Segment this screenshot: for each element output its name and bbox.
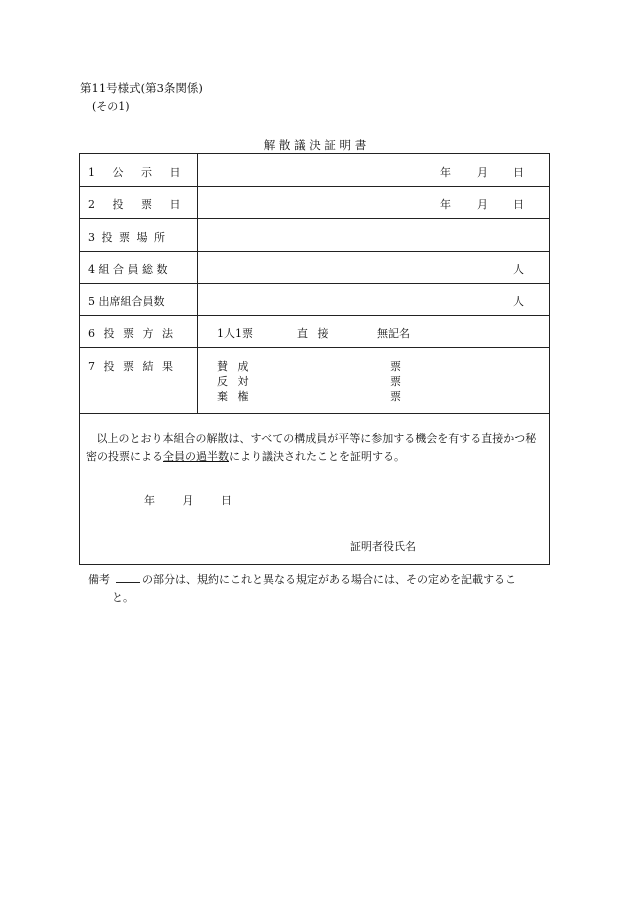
vote-oppose-unit: 票: [390, 375, 401, 388]
voting-month: 月: [477, 198, 488, 211]
row-label-announcement-date: 1 公 示 日: [88, 166, 181, 179]
vote-abstain-label: 棄 権: [217, 390, 249, 403]
row-divider: [80, 413, 549, 414]
title-text: 解 散 議 決 証 明 書: [263, 138, 367, 152]
underline-marker: [116, 573, 140, 583]
certification-text-before: 以上のとおり本組合の解散は、すべての構成員が平等に参加する機会を有する直接かつ秘密の投票による: [86, 432, 537, 463]
form-number: 第11号様式(第3条関係): [80, 81, 203, 95]
announcement-month: 月: [477, 166, 488, 179]
row-label-voting-date: 2 投 票 日: [88, 198, 181, 211]
row-divider: [80, 186, 549, 187]
voting-year: 年: [440, 198, 451, 211]
vote-approve-unit: 票: [390, 360, 401, 373]
row-label-voting-place: 3 投 票 場 所: [88, 231, 165, 244]
row-divider: [80, 251, 549, 252]
total-members-unit: 人: [513, 263, 524, 276]
certificate-table: [79, 153, 550, 565]
certification-underlined: 全員の過半数: [163, 450, 229, 463]
row-label-voting-method: 6 投 票 方 法: [88, 327, 173, 340]
certifier-name-label: 証明者役氏名: [350, 540, 416, 553]
certification-text: [86, 430, 546, 466]
voting-method-direct: 直 接: [297, 327, 329, 340]
form-subnumber: (その1): [92, 100, 130, 113]
certification-date: 年 月 日: [144, 494, 232, 507]
notes-label: 備考: [88, 573, 110, 586]
attending-members-unit: 人: [513, 295, 524, 308]
notes: [88, 571, 558, 589]
voting-day: 日: [513, 198, 524, 211]
row-label-voting-result: 7 投 票 結 果: [88, 360, 173, 373]
row-label-attending-members: 5 出席組合員数: [88, 295, 165, 308]
document-title: [0, 137, 630, 153]
notes-continuation: と。: [112, 591, 134, 604]
announcement-day: 日: [513, 166, 524, 179]
vote-approve-label: 賛 成: [217, 360, 249, 373]
voting-method-one-person-one-vote: 1人1票: [217, 327, 253, 340]
vote-abstain-unit: 票: [390, 390, 401, 403]
announcement-year: 年: [440, 166, 451, 179]
column-divider: [197, 154, 198, 413]
row-divider: [80, 218, 549, 219]
row-divider: [80, 347, 549, 348]
row-label-total-members: 4 組 合 員 総 数: [88, 263, 168, 276]
notes-text: の部分は、規約にこれと異なる規定がある場合には、その定めを記載するこ: [142, 573, 516, 586]
voting-method-secret: 無記名: [377, 327, 410, 340]
row-divider: [80, 283, 549, 284]
row-divider: [80, 315, 549, 316]
vote-oppose-label: 反 対: [217, 375, 249, 388]
certification-text-after: により議決されたことを証明する。: [229, 450, 405, 463]
